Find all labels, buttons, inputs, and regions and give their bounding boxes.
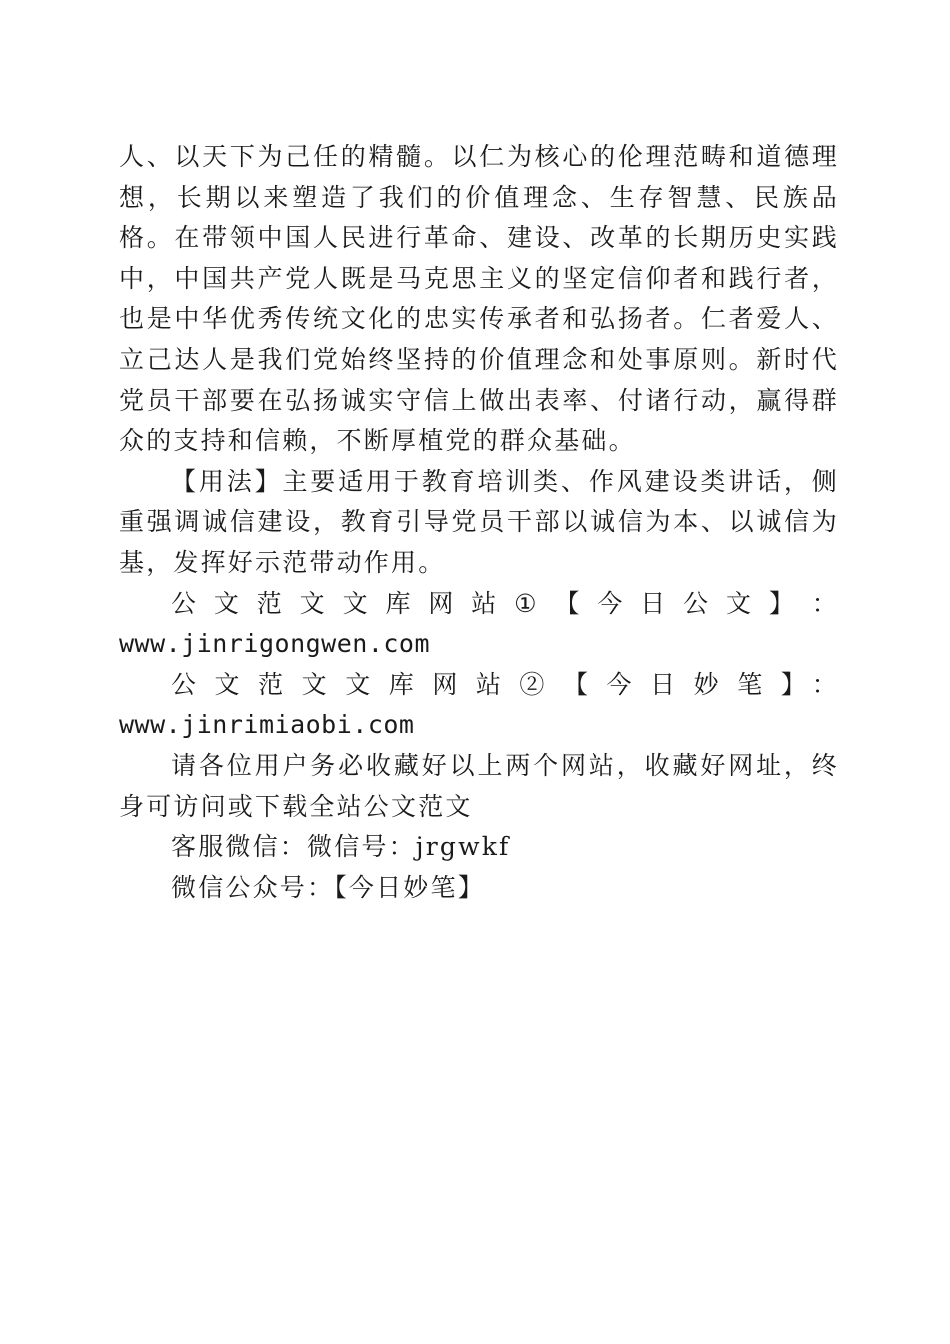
site-1-label-char: 库 [385,588,413,618]
site-1-label [119,584,839,625]
site-1-label-char: 公 [683,588,711,618]
site-1-label-char: ： [811,588,839,618]
site-1-label-char: ① [514,588,539,618]
customer-service-line: 客服微信：微信号：jrgwkf [171,832,511,862]
site-1-label-char: 文 [299,588,327,618]
site-2-line [119,665,839,746]
site-1-label-char: 文 [342,588,370,618]
site-1-label-char: 今 [597,588,625,618]
site-1-label-char: 范 [256,588,284,618]
site-2-url[interactable]: www.jinrimiaobi.com [119,710,415,740]
site-1-label-char: 】 [768,588,797,618]
notice-paragraph: 请各位用户务必收藏好以上两个网站，收藏好网址，终身可访问或下载全站公文范文 [119,750,839,821]
usage-paragraph: 【用法】主要适用于教育培训类、作风建设类讲话，侧重强调诚信建设，教育引导党员干部以诚信为本、以诚信为基，发挥好示范带动作用。 [119,466,839,577]
site-1-label-char: 日 [640,588,668,618]
site-1-label-char: 公 [171,588,199,618]
site-1-label-char: 网 [428,588,456,618]
body-paragraph: 人、以天下为己任的精髓。以仁为核心的伦理范畴和道德理想，长期以来塑造了我们的价值理念、生存智慧、民族品格。在带领中国人民进行革命、建设、改革的长期历史实践中，中国共产党人既是马克思主义的坚定信仰者和践行者，也是中华优秀传统文化的忠实传承者和弘扬者。仁者爱人、立己达人是我们党始终坚持的价值理念和处事原则。新时代党员干部要在弘扬诚实守信上做出表率、付诸行动，赢得群众的支持和信赖，不断厚植党的群众基础。 [119,142,839,456]
document-body [119,137,839,908]
wechat-account-line: 微信公众号：【今日妙笔】 [171,872,485,902]
site-1-url[interactable]: www.jinrigongwen.com [119,629,431,659]
site-1-label-char: 文 [213,588,242,618]
site-1-label-char: 站 [471,588,499,618]
site-1-label-char: 文 [726,588,754,618]
site-2-label: 公文范文文库网站②【今日妙笔】： [171,669,839,699]
site-1-label-char: 【 [554,588,582,618]
